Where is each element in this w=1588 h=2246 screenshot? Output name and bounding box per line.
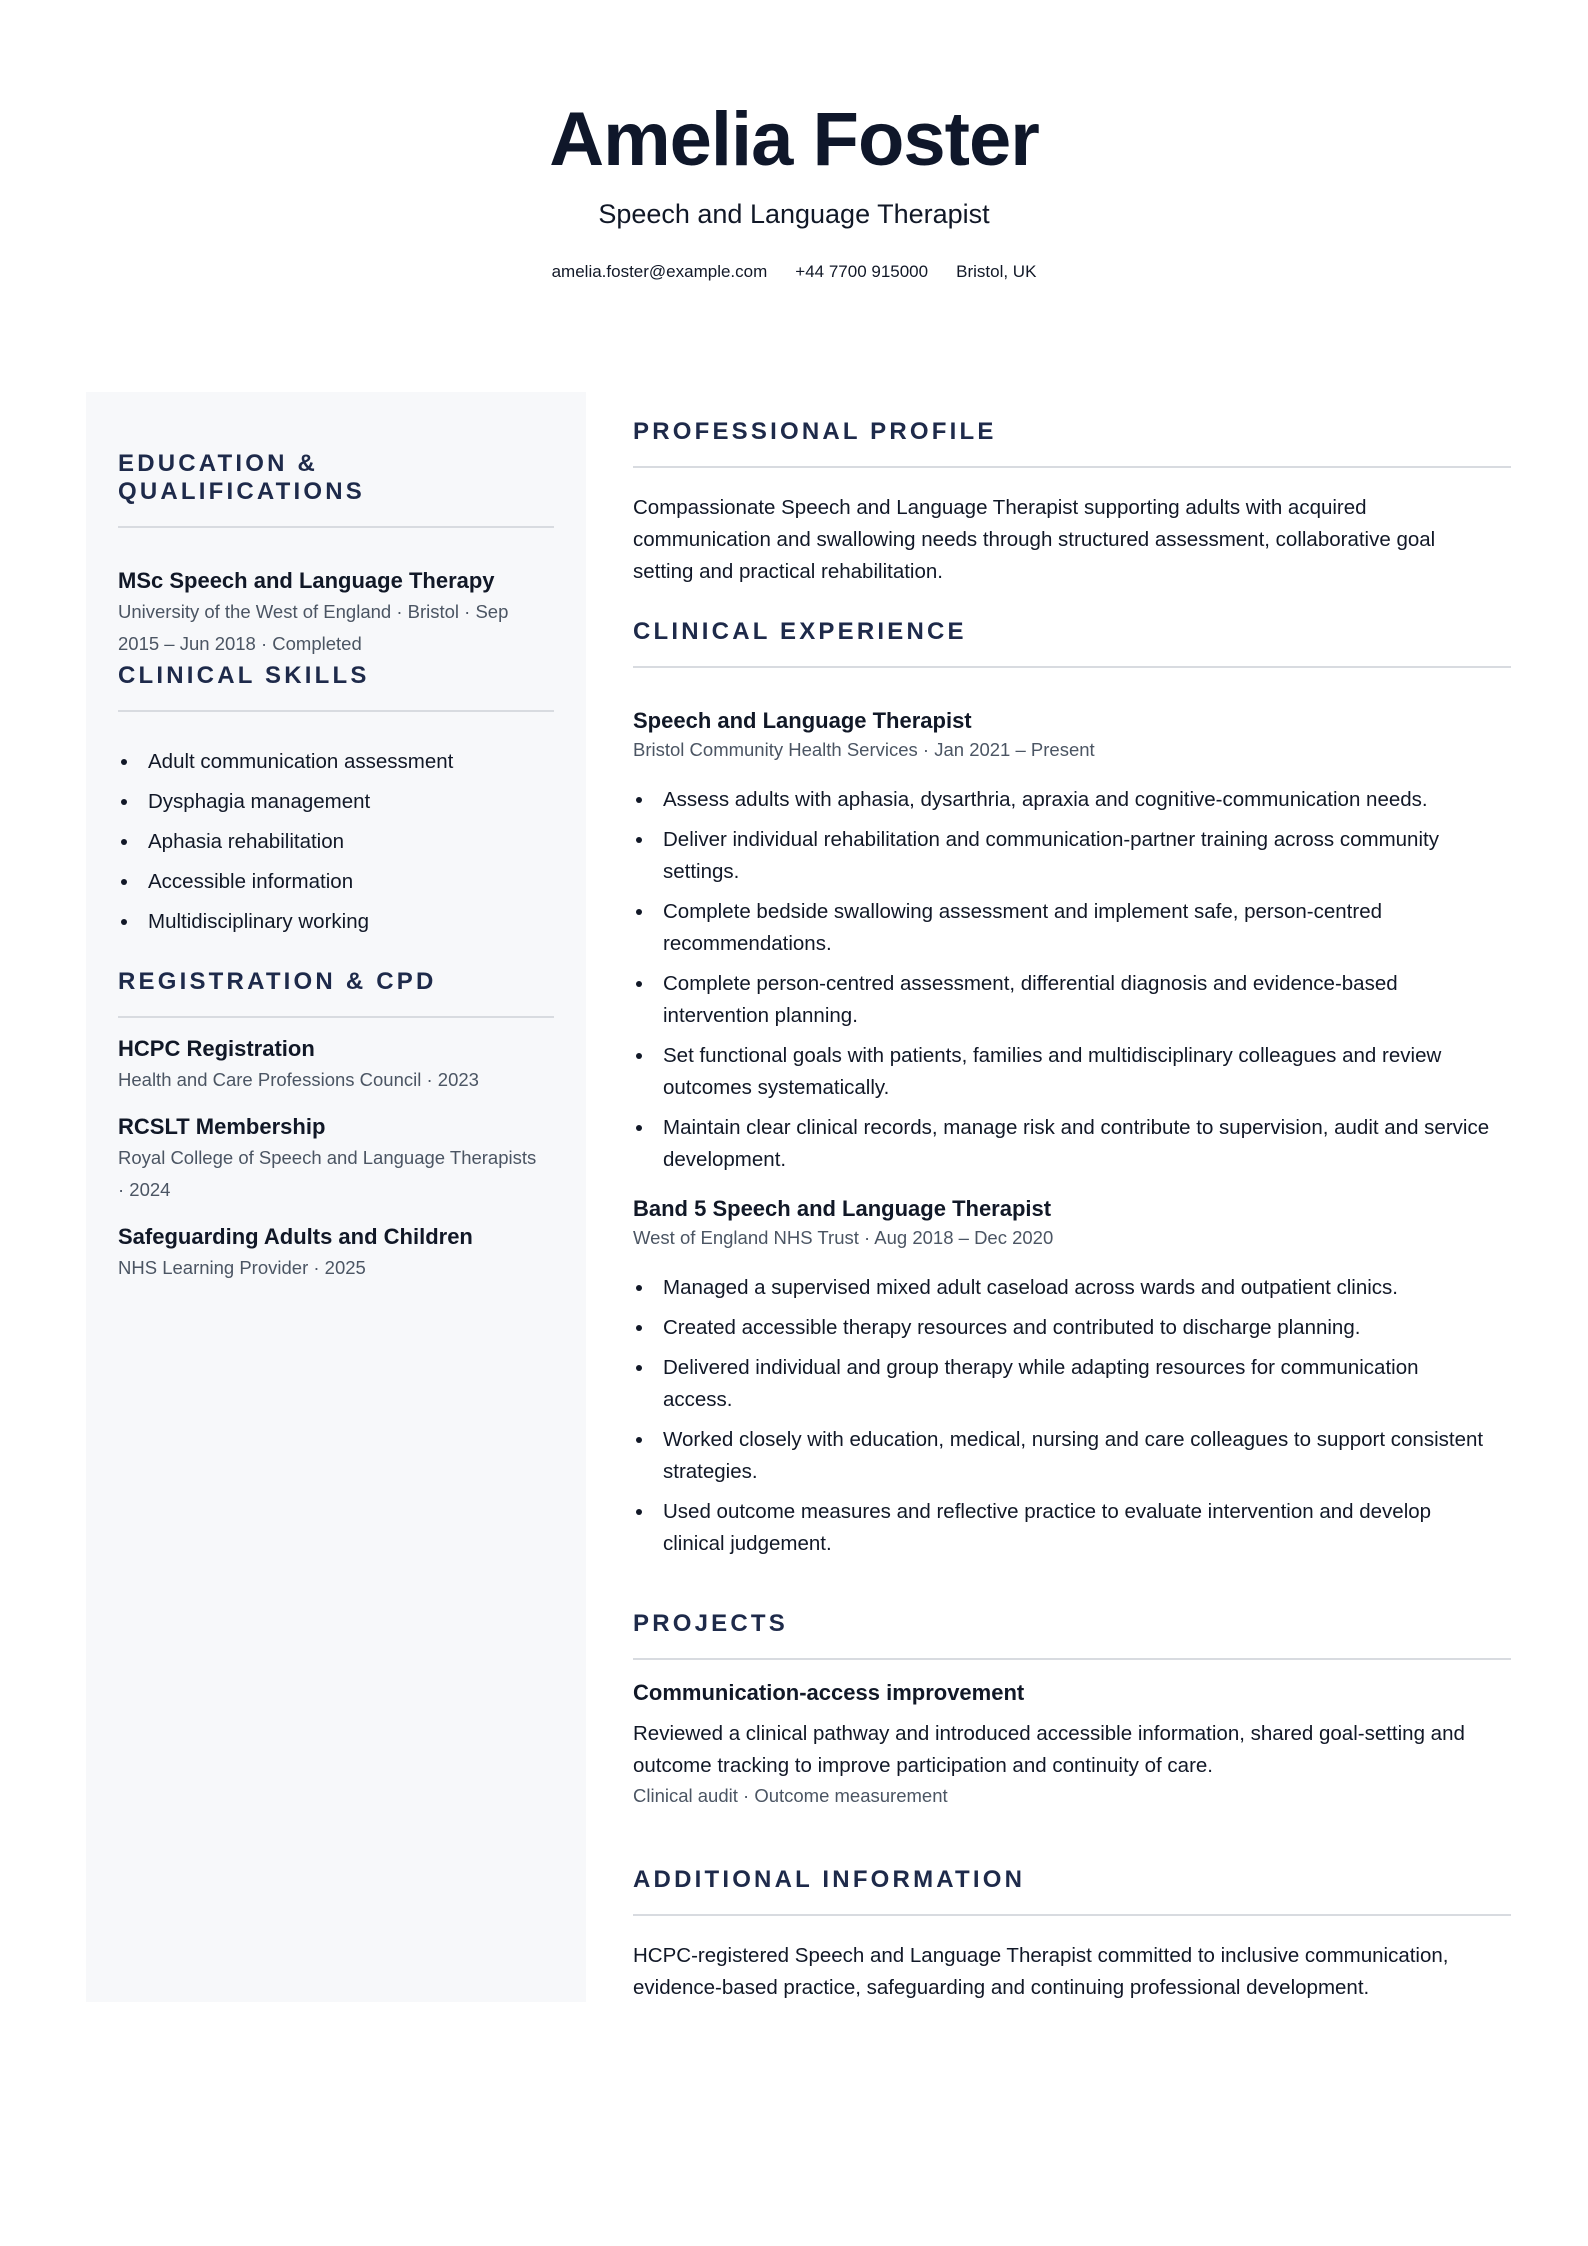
additional-line: evidence-based practice, safeguarding and continuing professional development. [633,1976,1370,1999]
registration-sub: Health and Care Professions Council · 2023 [118,1069,479,1090]
role-bullet: Managed a supervised mixed adult caseload across wards and outpatient clinics. [633,1272,1511,1304]
skill-item: Dysphagia management [118,786,554,818]
projects-section [633,1610,1511,1810]
divider [633,666,1511,668]
additional-heading: ADDITIONAL INFORMATION [633,1866,1026,1893]
project-tags: Clinical audit · Outcome measurement [633,1785,948,1806]
role-bullet: Maintain clear clinical records, manage risk and contribute to supervision, audit and service development. [633,1112,1511,1176]
role-bullets [633,1272,1511,1560]
experience-heading: CLINICAL EXPERIENCE [633,618,967,645]
role-bullet: Used outcome measures and reflective practice to evaluate intervention and develop clinical judgement. [633,1496,1511,1560]
contact-phone: +44 7700 915000 [795,262,929,281]
education-section [118,450,554,660]
degree-details-line2: 2015 – Jun 2018 · Completed [118,633,362,654]
project-title: Communication-access improvement [633,1680,1025,1705]
role-bullet: Deliver individual rehabilitation and communication-partner training across community settings. [633,824,1511,888]
role-bullet: Delivered individual and group therapy while adapting resources for communication access. [633,1352,1511,1416]
candidate-name: Amelia Foster [549,97,1039,182]
role-bullet: Created accessible therapy resources and contributed to discharge planning. [633,1312,1511,1344]
role-bullet: Complete bedside swallowing assessment and implement safe, person-centred recommendations. [633,896,1511,960]
profile-line: setting and practical rehabilitation. [633,560,943,583]
degree-title: MSc Speech and Language Therapy [118,568,495,593]
degree-details-line1: University of the West of England · Bristol · Sep [118,601,509,622]
sidebar [86,392,586,2002]
registration-heading: REGISTRATION & CPD [118,968,437,995]
divider [633,1658,1511,1660]
skill-item: Multidisciplinary working [118,906,554,938]
skills-section [118,662,554,946]
role-bullet: Assess adults with aphasia, dysarthria, apraxia and cognitive-communication needs. [633,784,1511,816]
skills-list [118,746,554,938]
contact-row [0,260,1588,284]
project-description [633,1718,1511,1782]
role-subtitle: West of England NHS Trust · Aug 2018 – Dec 2020 [633,1227,1054,1248]
divider [118,526,554,528]
registration-sub-cont: · 2024 [118,1179,171,1200]
project-line: Reviewed a clinical pathway and introduced accessible information, shared goal-setting and [633,1722,1465,1745]
divider [633,466,1511,468]
profile-section [633,418,1511,588]
project-line: outcome tracking to improve participation and continuity of care. [633,1754,1213,1777]
skills-heading: CLINICAL SKILLS [118,662,370,689]
candidate-title: Speech and Language Therapist [598,199,990,229]
divider [118,1016,554,1018]
experience-section [633,618,1511,1568]
role-bullets [633,784,1511,1176]
divider [633,1914,1511,1916]
contact-email: amelia.foster@example.com [551,262,768,281]
registration-sub: NHS Learning Provider · 2025 [118,1257,366,1278]
role-bullet: Complete person-centred assessment, differential diagnosis and evidence-based intervention planning. [633,968,1511,1032]
profile-heading: PROFESSIONAL PROFILE [633,418,997,445]
registration-sub: Royal College of Speech and Language Therapists [118,1147,537,1168]
projects-heading: PROJECTS [633,1610,788,1637]
registration-title: Safeguarding Adults and Children [118,1224,473,1249]
education-heading: EDUCATION & QUALIFICATIONS [118,450,366,505]
skill-item: Adult communication assessment [118,746,554,778]
contact-location: Bristol, UK [956,262,1037,281]
role-title: Band 5 Speech and Language Therapist [633,1196,1052,1221]
divider [118,710,554,712]
additional-line: HCPC-registered Speech and Language Therapist committed to inclusive communication, [633,1944,1449,1967]
skill-item: Accessible information [118,866,554,898]
profile-line: Compassionate Speech and Language Therapist supporting adults with acquired [633,496,1367,519]
profile-line: communication and swallowing needs through structured assessment, collaborative goal [633,528,1436,551]
role-title: Speech and Language Therapist [633,708,972,733]
registration-title: RCSLT Membership [118,1114,326,1139]
skill-item: Aphasia rehabilitation [118,826,554,858]
role-subtitle: Bristol Community Health Services · Jan 2021 – Present [633,739,1095,760]
role-bullet: Set functional goals with patients, families and multidisciplinary colleagues and review outcomes systematically. [633,1040,1511,1104]
role-bullet: Worked closely with education, medical, nursing and care colleagues to support consistent strategies. [633,1424,1511,1488]
registration-section [118,968,554,1284]
profile-text [633,492,1511,588]
additional-section [633,1866,1511,2004]
registration-title: HCPC Registration [118,1036,315,1061]
additional-text [633,1940,1511,2004]
